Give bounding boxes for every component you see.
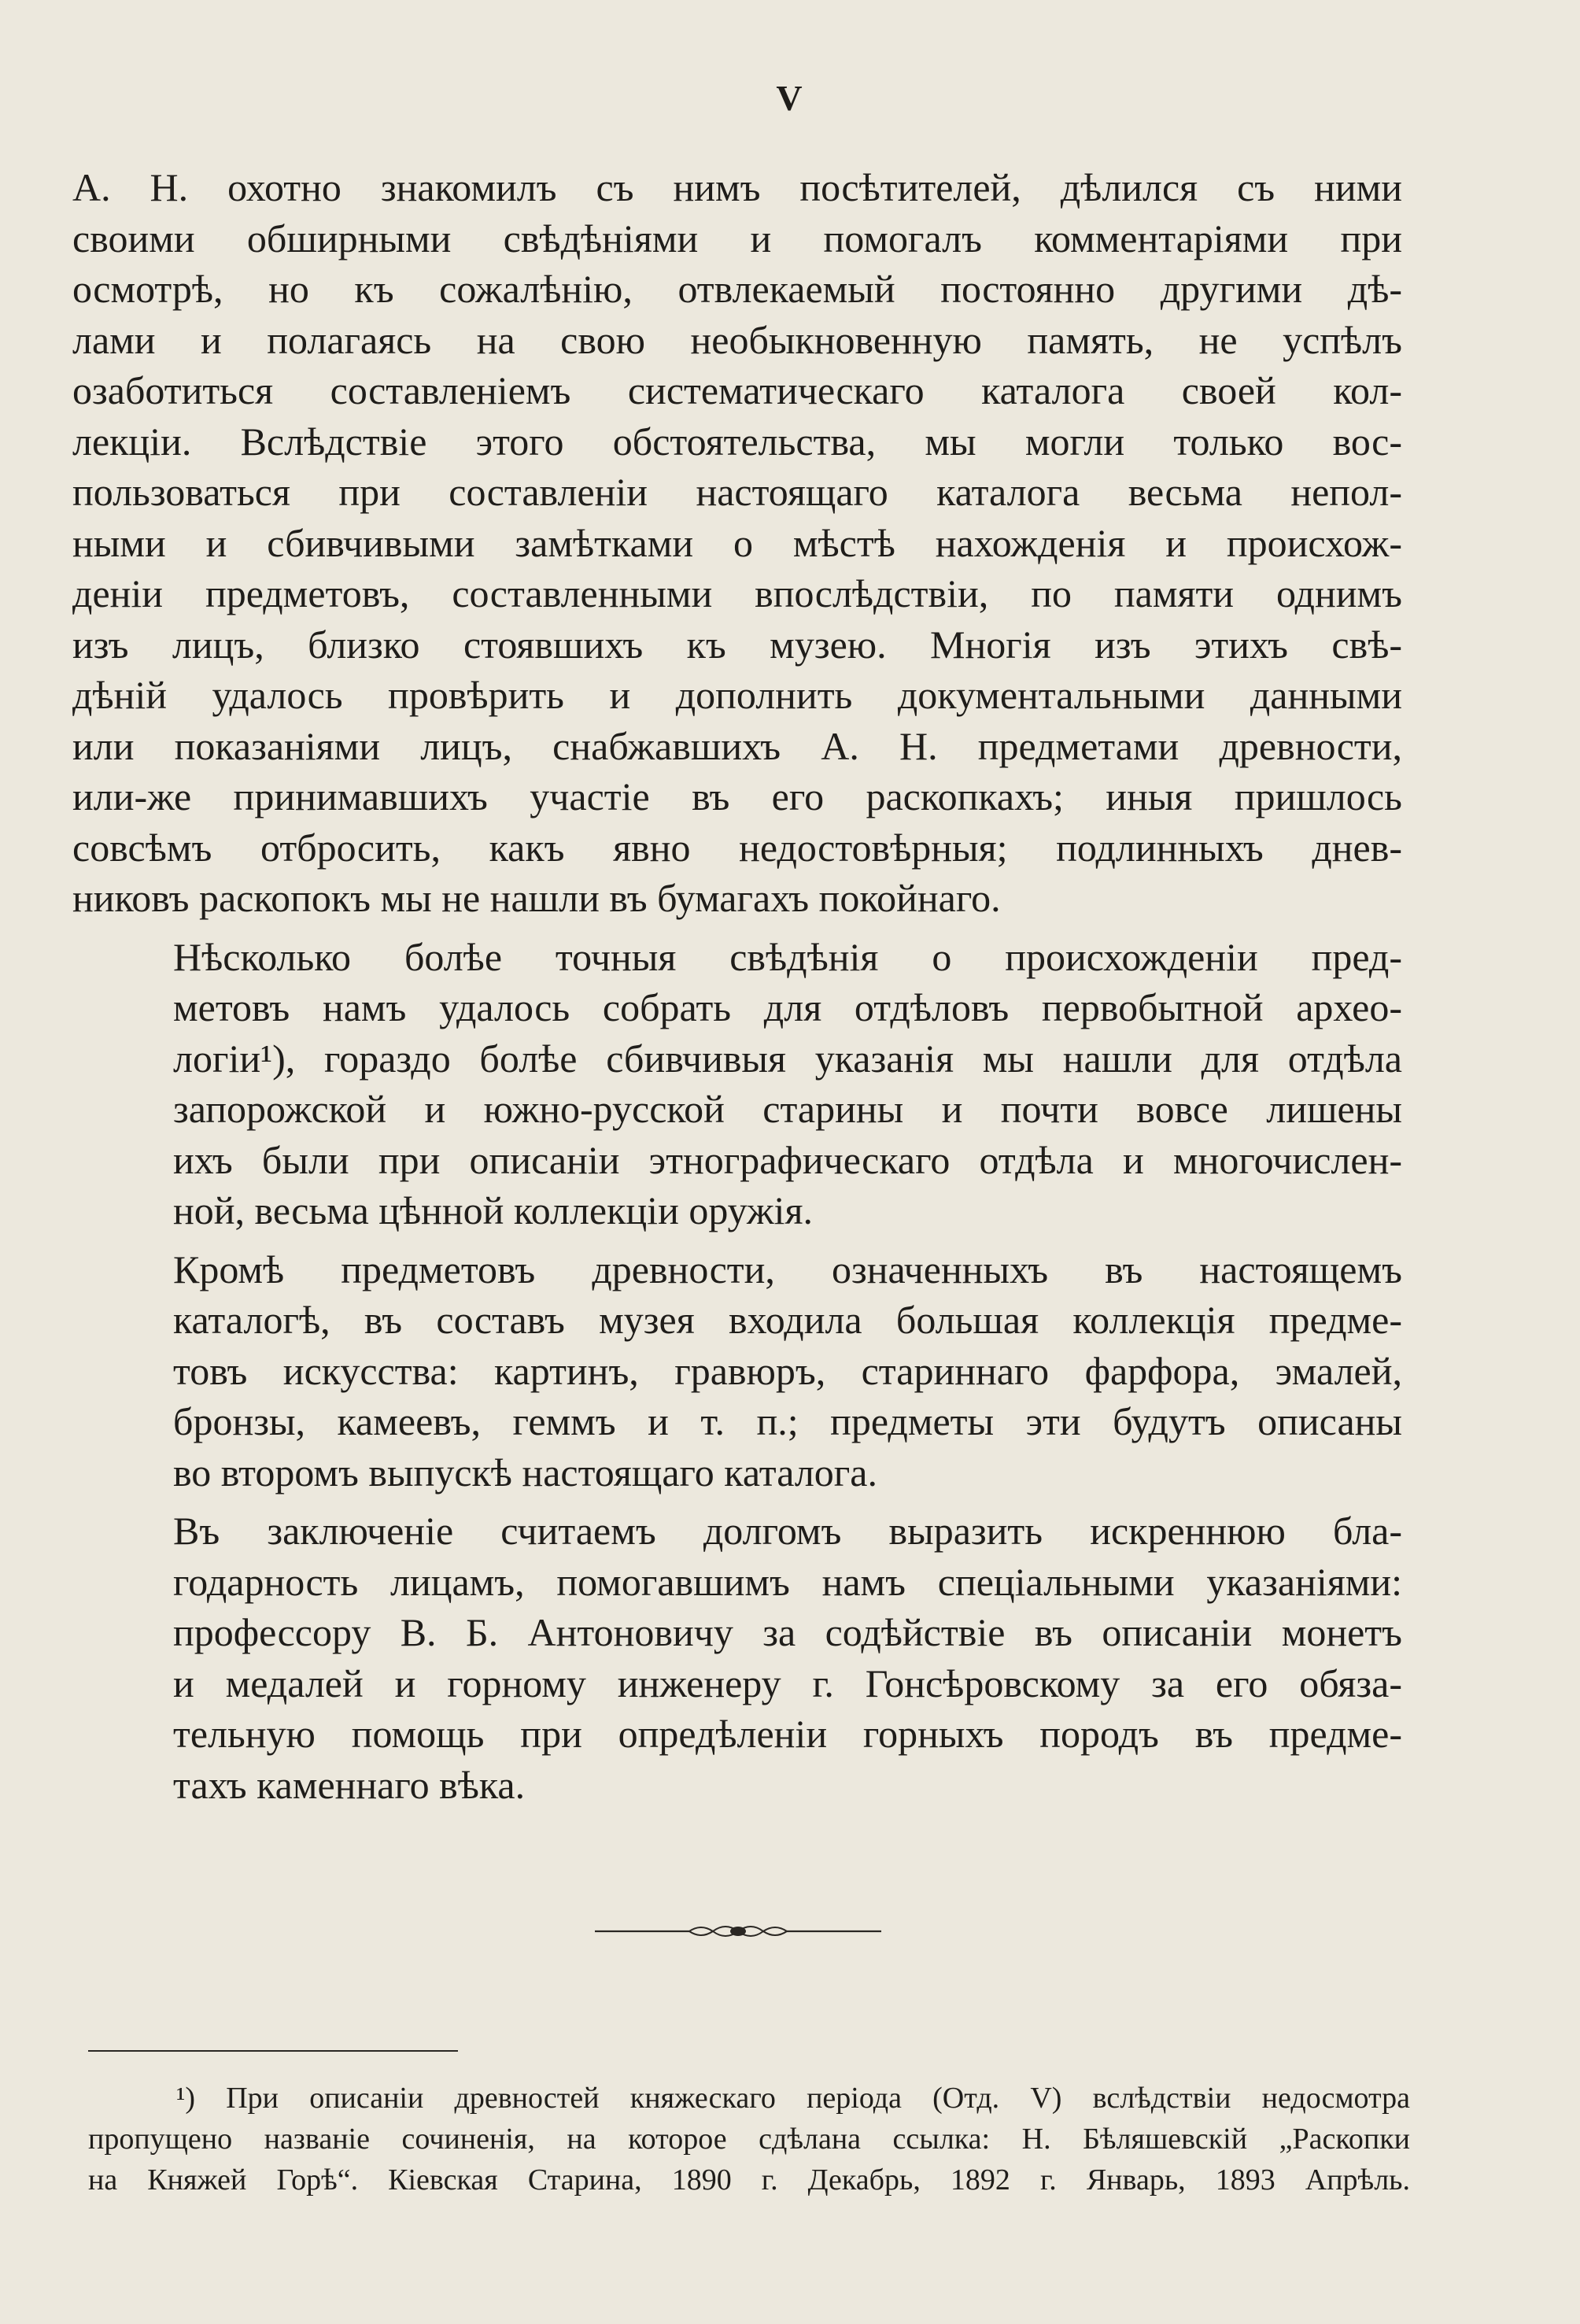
paragraph-1 <box>72 162 1402 924</box>
footnote-line: на Княжей Горѣ“. Кіевская Старина, 1890 г. Декабрь, 1892 г. Январь, 1893 Апрѣль. <box>88 2163 1410 2197</box>
text-line: лекціи. Вслѣдствіе этого обстоятельства, мы могли только вос- <box>72 419 1402 464</box>
text-line: осмотрѣ, но къ сожалѣнію, отвлекаемый постоянно другими дѣ- <box>72 267 1402 311</box>
text-line: тахъ каменнаго вѣка. <box>173 1762 526 1807</box>
text-line: ихъ были при описаніи этнографическаго отдѣла и многочислен- <box>173 1137 1402 1182</box>
text-line: или показаніями лицъ, снабжавшихъ А. Н. предметами древности, <box>72 723 1402 768</box>
text-line: ными и сбивчивыми замѣтками о мѣстѣ нахожденія и происхож- <box>72 520 1402 565</box>
text-line: бронзы, камеевъ, геммъ и т. п.; предметы эти будутъ описаны <box>173 1399 1402 1443</box>
text-line: профессору В. Б. Антоновичу за содѣйствіе въ описаніи монетъ <box>173 1610 1402 1654</box>
text-line: Въ заключеніе считаемъ долгомъ выразить искреннюю бла- <box>173 1509 1402 1553</box>
text-line: дѣній удалось провѣрить и дополнить документальными данными <box>72 673 1402 717</box>
text-line: товъ искусства: картинъ, гравюръ, стариннаго фарфора, эмалей, <box>173 1348 1402 1393</box>
text-line: никовъ раскопокъ мы не нашли въ бумагахъ покойнаго. <box>72 876 1001 920</box>
footnote-rule <box>88 2050 458 2052</box>
text-line: запорожской и южно-русской старины и почти вовсе лишены <box>173 1087 1402 1131</box>
text-line: А. Н. охотно знакомилъ съ нимъ посѣтителей, дѣлился съ ними <box>72 165 1402 209</box>
text-line: Нѣсколько болѣе точныя свѣдѣнія о происхожденіи пред- <box>173 934 1402 979</box>
text-line: или-же принимавшихъ участіе въ его раскопкахъ; иныя пришлось <box>72 774 1402 818</box>
paragraph-4 <box>72 1506 1402 1810</box>
text-line: каталогѣ, въ составъ музея входила большая коллекція предме- <box>173 1298 1402 1342</box>
text-line: и медалей и горному инженеру г. Гонсѣровскому за его обяза- <box>173 1661 1402 1705</box>
text-line: своими обширными свѣдѣніями и помогалъ комментаріями при <box>72 216 1402 260</box>
paragraph-2 <box>72 932 1402 1236</box>
footnote-line: пропущено названіе сочиненія, на которое сдѣлана ссылка: Н. Бѣляшевскій „Раскопки <box>88 2123 1410 2156</box>
text-line: ной, весьма цѣнной коллекціи оружія. <box>173 1188 813 1232</box>
text-line: тельную помощь при опредѣленіи горныхъ породъ въ предме- <box>173 1712 1402 1756</box>
text-line: годарность лицамъ, помогавшимъ намъ спеціальными указаніями: <box>173 1559 1402 1604</box>
ornament-divider <box>595 1920 881 1942</box>
footnote <box>88 2078 1410 2200</box>
text-line: деніи предметовъ, составленными впослѣдствіи, по памяти однимъ <box>72 571 1402 615</box>
text-line: пользоваться при составленіи настоящаго каталога весьма непол- <box>72 470 1402 514</box>
footnote-line: ¹) При описаніи древностей княжескаго періода (Отд. V) вслѣдствіи недосмотра <box>176 2082 1410 2115</box>
text-line: Кромѣ предметовъ древности, означенныхъ въ настоящемъ <box>173 1247 1402 1291</box>
text-line: метовъ намъ удалось собрать для отдѣловъ первобытной архео- <box>173 985 1402 1029</box>
text-line: логіи¹), гораздо болѣе сбивчивыя указанія мы нашли для отдѣла <box>173 1036 1402 1081</box>
text-line: изъ лицъ, близко стоявшихъ къ музею. Многія изъ этихъ свѣ- <box>72 622 1402 667</box>
text-line: во второмъ выпускѣ настоящаго каталога. <box>173 1450 877 1495</box>
paragraph-3 <box>72 1244 1402 1498</box>
text-line: совсѣмъ отбросить, какъ явно недостовѣрныя; подлинныхъ днев- <box>72 825 1402 870</box>
page-number: V <box>776 78 804 118</box>
text-line: озаботиться составленіемъ систематическаго каталога своей кол- <box>72 368 1402 412</box>
text-line: лами и полагаясь на свою необыкновенную память, не успѣлъ <box>72 317 1402 362</box>
body-text <box>72 162 1402 1810</box>
